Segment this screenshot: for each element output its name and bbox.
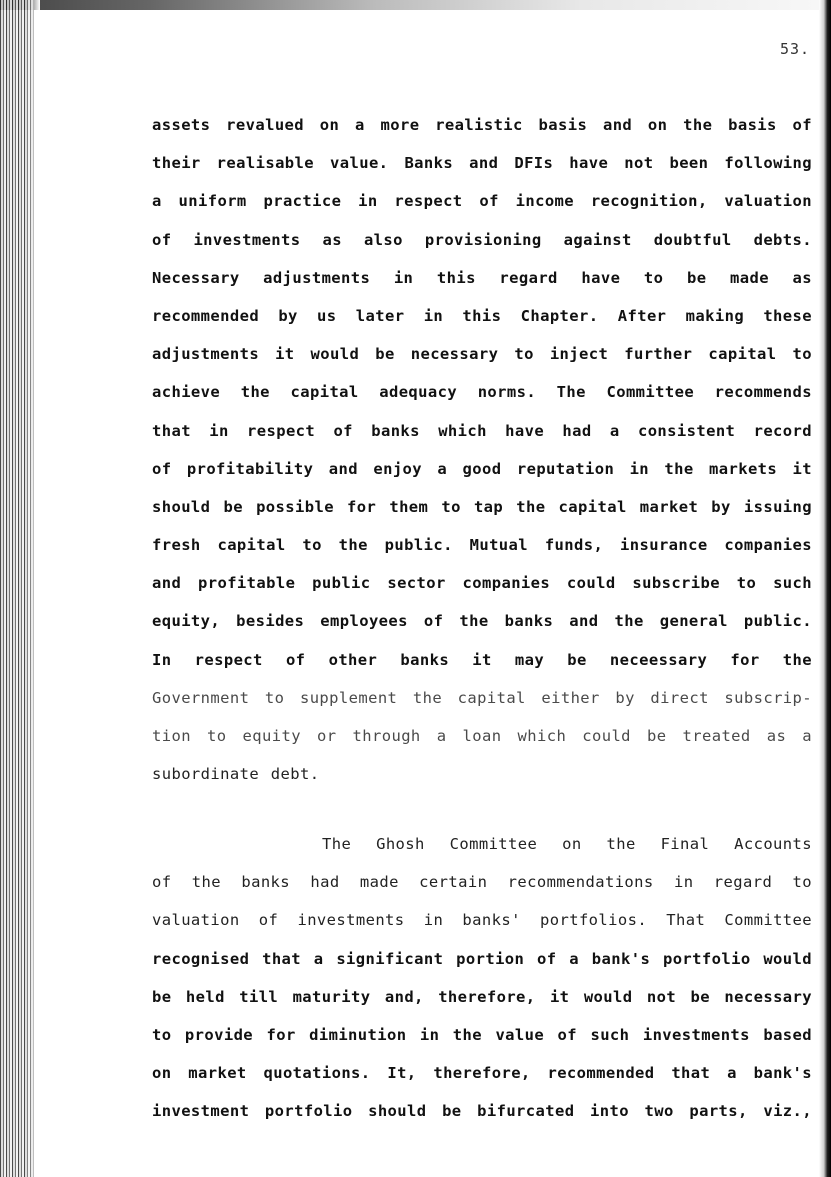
text-line: valuation of investments in banks' portfolios. That Committee [152,911,812,930]
scan-binding-fade [26,0,40,1177]
text-line: assets revalued on a more realistic basis and on the basis of [152,116,812,134]
text-line: to provide for diminution in the value of such investments based [152,1025,812,1044]
text-line: subordinate debt. [152,765,320,784]
text-line: that in respect of banks which have had a consistent record [152,421,812,440]
text-line: recognised that a significant portion of a bank's portfolio would [152,949,812,968]
scan-right-edge [819,0,831,1177]
text-line: The Ghosh Committee on the Final Accounts [322,835,812,853]
text-line: In respect of other banks it may be neceessary for the [152,650,812,669]
text-line: tion to equity or through a loan which could be treated as a [152,727,812,745]
text-line: fresh capital to the public. Mutual funds, insurance companies [152,536,812,555]
text-line: be held till maturity and, therefore, it would not be necessary [152,987,812,1006]
text-line: should be possible for them to tap the capital market by issuing [152,497,812,516]
text-line: of investments as also provisioning against doubtful debts. [152,230,812,249]
text-line: adjustments it would be necessary to inject further capital to [152,345,812,364]
text-line: a uniform practice in respect of income recognition, valuation [152,192,812,211]
page-number: 53. [780,40,811,58]
paragraph-capital-adequacy [152,106,812,793]
text-line: recommended by us later in this Chapter. After making these [152,306,812,325]
text-line: on market quotations. It, therefore, recommended that a bank's [152,1064,812,1083]
text-line: Necessary adjustments in this regard have to be made as [152,268,812,287]
text-line: and profitable public sector companies could subscribe to such [152,574,812,593]
text-line: equity, besides employees of the banks and the general public. [152,612,812,631]
text-line: achieve the capital adequacy norms. The Committee recommends [152,383,812,402]
paragraph-ghosh-committee [152,825,812,1131]
text-line: their realisable value. Banks and DFIs have not been following [152,154,812,173]
text-line: Government to supplement the capital either by direct subscrip- [152,688,812,707]
text-line: of profitability and enjoy a good reputation in the markets it [152,459,812,478]
scan-top-edge [0,0,831,10]
text-line: investment portfolio should be bifurcated into two parts, viz., [152,1102,812,1121]
text-line: of the banks had made certain recommendations in regard to [152,873,812,892]
